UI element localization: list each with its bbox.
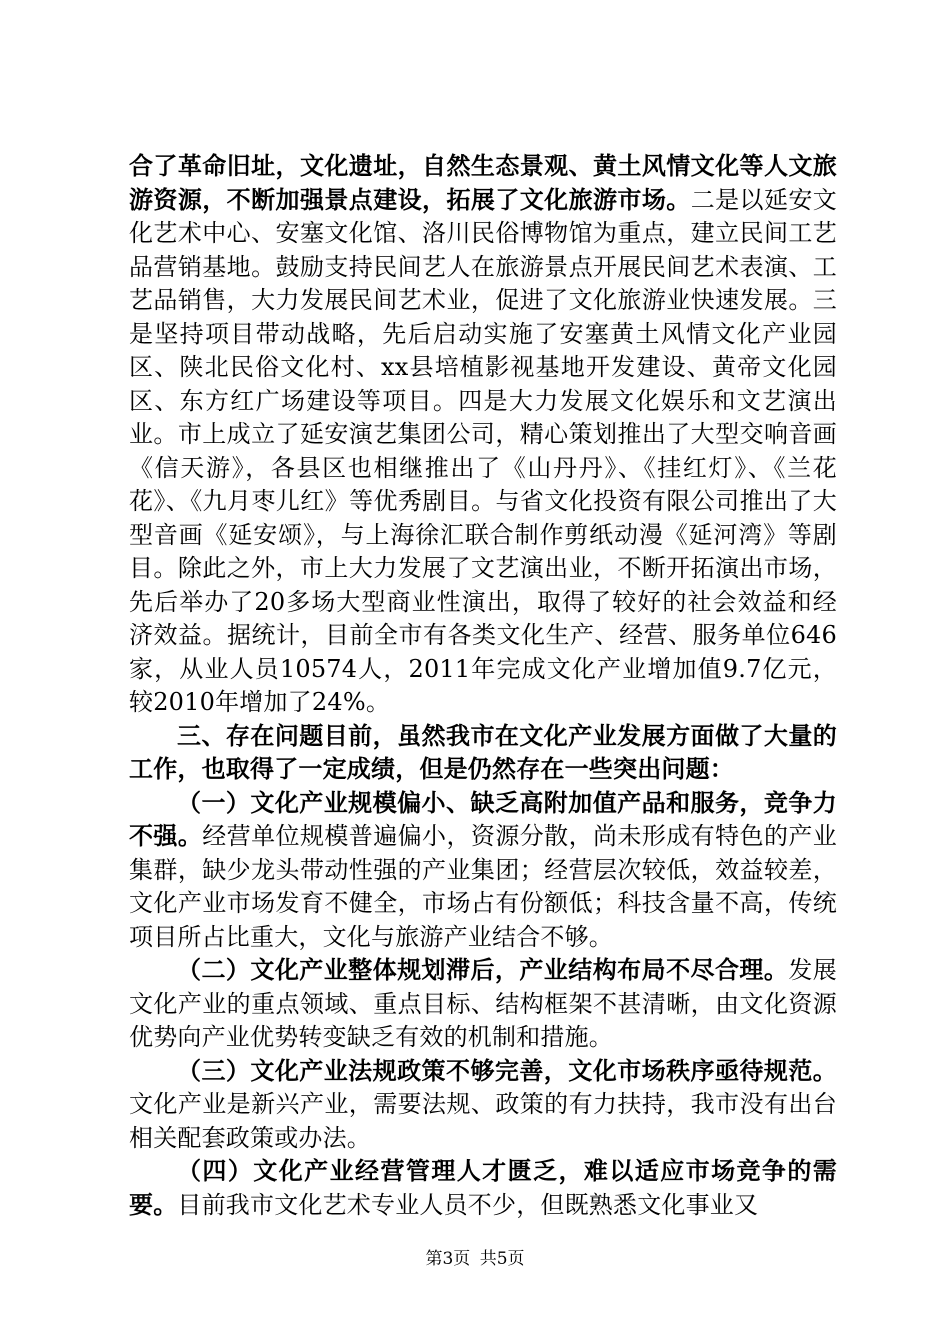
problem-item-1 <box>129 787 837 955</box>
problem-item-2-body: 发展文化产业的重点领域、重点目标、结构框架不甚清晰，由文化资源优势向产业优势转变缺乏有效的机制和措施。 <box>129 956 837 1051</box>
paragraph-text: 二是以延安文化艺术中心、安塞文化馆、洛川民俗博物馆为重点，建立民间工艺品营销基地。鼓励支持民间艺人在旅游景点开展民间艺术表演、工艺品销售，大力发展民间艺术业，促进了文化旅游业快速发展。三是坚持项目带动战略，先后启动实施了安塞黄土风情文化产业园区、陕北民俗文化村、xx县培植影视基地开发建设、黄帝文化园区、东方红广场建设等项目。四是大力发展文化娱乐和文艺演出业。市上成立了延安演艺集团公司，精心策划推出了大型交响音画《信天游》，各县区也相继推出了《山丹丹》、《挂红灯》、《兰花花》、《九月枣儿红》等优秀剧目。与省文化投资有限公司推出了大型音画《延安颂》，与上海徐汇联合制作剪纸动漫《延河湾》等剧目。除此之外，市上大力发展了文艺演出业，不断开拓演出市场，先后举办了20多场大型商业性演出，取得了较好的社会效益和经济效益。据统计，目前全市有各类文化生产、经营、服务单位646家，从业人员10574人，2011年完成文化产业增加值9.7亿元，较2010年增加了24%。 <box>129 185 837 716</box>
paragraph-tourism <box>129 150 837 720</box>
problem-item-3 <box>129 1055 837 1156</box>
paragraph-bold-lead: 合了革命旧址，文化遗址，自然生态景观、黄土风情文化等人文旅游资源，不断加强景点建设，拓展了文化旅游市场。 <box>129 152 837 214</box>
page-number: 第3页 <box>425 1249 471 1269</box>
problem-item-1-body: 经营单位规模普遍偏小，资源分散，尚未形成有特色的产业集群，缺少龙头带动性强的产业集团；经营层次较低，效益较差，文化产业市场发育不健全，市场占有份额低；科技含量不高，传统项目所占比重大，文化与旅游产业结合不够。 <box>129 822 837 951</box>
problem-item-4-title: （四）文化产业经营管理人才匮乏，难以适应市场竞争的需要。 <box>129 1157 837 1219</box>
document-body <box>129 150 837 1222</box>
page-footer <box>0 1244 950 1269</box>
problem-item-4-body: 目前我市文化艺术专业人员不少，但既熟悉文化事业又 <box>177 1190 759 1219</box>
problem-item-2-title: （二）文化产业整体规划滞后，产业结构布局不尽合理。 <box>177 956 789 984</box>
section-heading: 三、存在问题目前，虽然我市在文化产业发展方面做了大量的工作，也取得了一定成绩，但是仍然存在一些突出问题： <box>129 721 837 783</box>
problem-item-3-title: （三）文化产业法规政策不够完善，文化市场秩序亟待规范。 <box>177 1056 837 1085</box>
problem-item-4 <box>129 1155 837 1222</box>
problem-item-2 <box>129 954 837 1055</box>
problem-item-1-title: （一）文化产业规模偏小、缺乏高附加值产品和服务，竞争力不强。 <box>129 788 837 850</box>
problem-item-3-body: 文化产业是新兴产业，需要法规、政策的有力扶持，我市没有出台相关配套政策或办法。 <box>129 1090 837 1152</box>
page-total: 共5页 <box>479 1249 525 1269</box>
